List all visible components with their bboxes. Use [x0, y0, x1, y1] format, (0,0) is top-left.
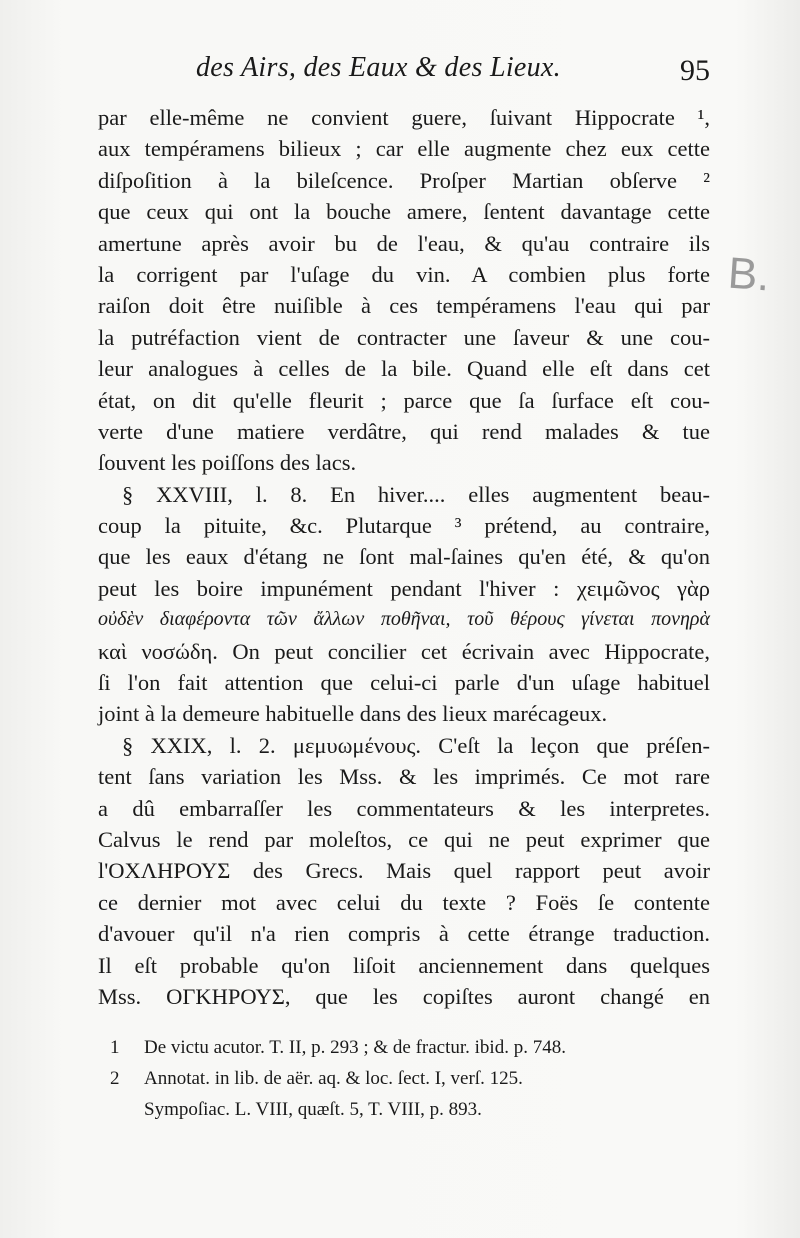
- text-line: peut les boire impunément pendant l'hiver : χειμῶνος γὰρ: [98, 575, 710, 601]
- footnote-text: Annotat. in lib. de aër. aq. & loc. ſect. I, verſ. 125.: [144, 1068, 523, 1089]
- text-line: Calvus le rend par moleſtos, ce qui ne peut exprimer que: [98, 826, 710, 852]
- text-line: par elle-même ne convient guere, ſuivant Hippocrate ¹,: [98, 105, 710, 130]
- text-line: καὶ νοσώδη. On peut concilier cet écrivain avec Hippocrate,: [98, 638, 710, 664]
- text-line: amertune après avoir bu de l'eau, & qu'au contraire ils: [98, 230, 710, 256]
- text-line: tent ſans variation les Mss. & les imprimés. Ce mot rare: [98, 764, 710, 790]
- text-line: aux tempéramens bilieux ; car elle augmente chez eux cette: [98, 136, 710, 162]
- text-line: joint à la demeure habituelle dans des lieux marécageux.: [98, 701, 608, 727]
- text-line: Mss. ΟΓΚΗΡΟΥΣ, que les copiſtes auront changé en: [98, 983, 710, 1009]
- footnote-number: 1: [110, 1037, 120, 1058]
- text-line: que les eaux d'étang ne ſont mal-ſaines qu'en été, & qu'on: [98, 544, 710, 570]
- greek-quote-line: οὐδὲν διαφέροντα τῶν ἄλλων ποθῆναι, τοῦ θέρους γίνεται πονηρὰ: [98, 608, 710, 631]
- text-line: la putréfaction vient de contracter une ſaveur & une cou-: [98, 324, 710, 350]
- page-header: [190, 52, 710, 96]
- margin-note: B.: [726, 248, 772, 301]
- text-line: l'ΟΧΛΗΡΟΥΣ des Grecs. Mais quel rapport peut avoir: [98, 858, 710, 884]
- text-line: raiſon doit être nuiſible à ces tempéramens l'eau qui par: [98, 293, 710, 319]
- text-line: ſi l'on fait attention que celui-ci parle d'un uſage habituel: [98, 670, 710, 696]
- section-heading-line: § XXVIII, l. 8. En hiver.... elles augmentent beau-: [122, 481, 710, 507]
- text-line: a dû embarraſſer les commentateurs & les interpretes.: [98, 795, 710, 821]
- footnote: [110, 1032, 710, 1063]
- text-line: Il eſt probable qu'on liſoit anciennement dans quelques: [98, 952, 710, 978]
- footnote-text: De victu acutor. T. II, p. 293 ; & de fractur. ibid. p. 748.: [144, 1037, 566, 1058]
- text-line: verte d'une matiere verdâtre, qui rend malades & tue: [98, 418, 710, 444]
- text-line: d'avouer qu'il n'a rien compris à cette étrange traduction.: [98, 921, 710, 947]
- text-line: coup la pituite, &c. Plutarque ³ prétend, au contraire,: [98, 513, 710, 539]
- text-line: que ceux qui ont la bouche amere, ſentent davantage cette: [98, 199, 710, 225]
- text-line: état, on dit qu'elle fleurit ; parce que ſa ſurface eſt cou-: [98, 387, 710, 413]
- footnote: [110, 1094, 710, 1125]
- main-text: [98, 102, 710, 1012]
- footnotes: [110, 1032, 710, 1125]
- running-title: des Airs, des Eaux & des Lieux.: [196, 52, 561, 83]
- text-line: ſouvent les poiſſons des lacs.: [98, 450, 357, 476]
- text-line: ce dernier mot avec celui du texte ? Foës ſe contente: [98, 889, 710, 915]
- footnote-number: 2: [110, 1068, 120, 1089]
- footnote-text: Sympoſiac. L. VIII, quæſt. 5, T. VIII, p. 893.: [144, 1099, 482, 1120]
- text-line: la corrigent par l'uſage du vin. A combien plus forte: [98, 261, 710, 287]
- text-line: leur analogues à celles de la bile. Quand elle eſt dans cet: [98, 356, 710, 382]
- page-number: 95: [680, 54, 710, 87]
- text-line: diſpoſition à la bileſcence. Proſper Martian obſerve ²: [98, 167, 710, 193]
- section-heading-line: § XXIX, l. 2. μεμυωμένους. C'eſt la leçon que préſen-: [122, 732, 710, 758]
- footnote: [110, 1063, 710, 1094]
